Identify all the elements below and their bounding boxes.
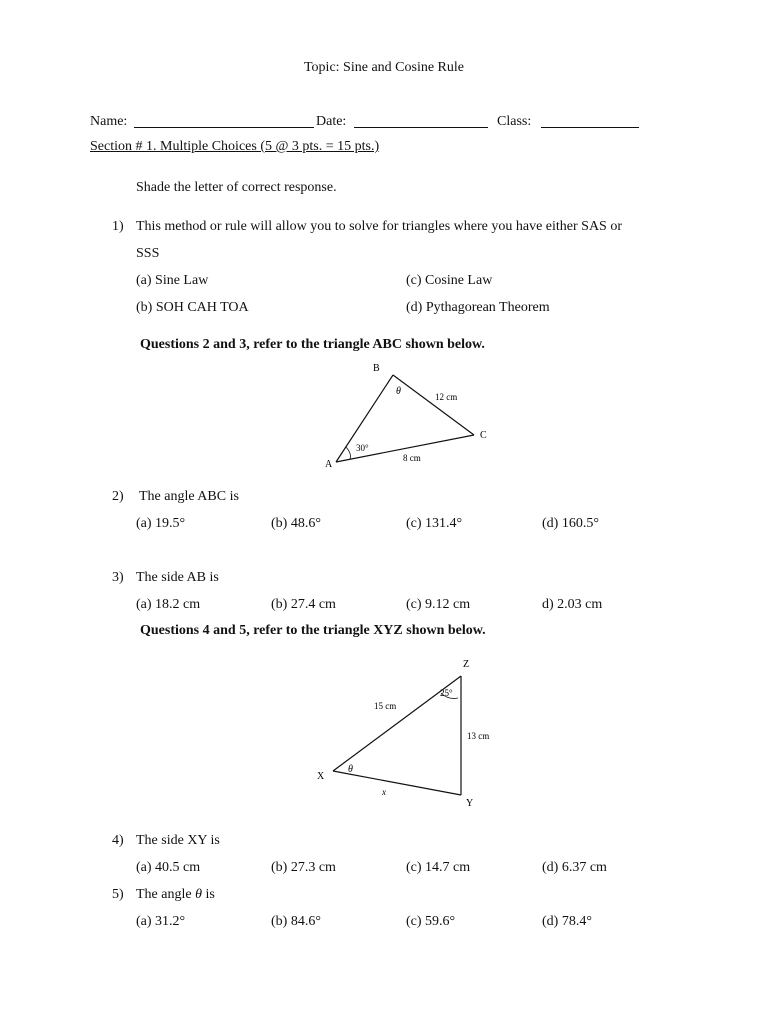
q5-number: 5) [112,887,124,902]
q3-option-c[interactable]: (c) 9.12 cm [406,597,471,612]
q3-number: 3) [112,570,124,585]
q5-option-d[interactable]: (d) 78.4° [542,914,592,929]
vertex-y: Y [466,798,474,809]
q5-option-c[interactable]: (c) 59.6° [406,914,456,929]
q5-text [136,887,215,903]
side-bc-label: 12 cm [435,392,458,402]
vertex-x: X [317,771,325,782]
q2-text: The angle ABC is [139,489,239,504]
q2-option-d[interactable]: (d) 160.5° [542,516,599,531]
section-heading: Section # 1. Multiple Choices (5 @ 3 pts. = 15 pts.) [90,139,380,154]
instruction: Shade the letter of correct response. [136,180,337,195]
q5-text-suffix: is [205,887,215,902]
class-label: Class: [497,114,532,129]
q1-number: 1) [112,219,124,234]
q1-option-a[interactable]: (a) Sine Law [136,273,209,288]
side-xz-label: 15 cm [374,701,397,711]
vertex-b: B [373,363,380,374]
page-title: Topic: Sine and Cosine Rule [303,60,464,75]
q1-text-line1: This method or rule will allow you to solve for triangles where you have either SAS or [136,219,623,234]
q5-option-b[interactable]: (b) 84.6° [271,914,321,929]
side-xy-label: x [382,787,386,797]
q1-text-line2: SSS [136,246,160,261]
q4-number: 4) [112,833,124,848]
triangle-xyz-reference: Questions 4 and 5, refer to the triangle XYZ shown below. [140,623,486,638]
name-label: Name: [90,114,128,129]
vertex-c: C [480,430,487,441]
side-ac-label: 8 cm [403,453,421,463]
q5-text-prefix: The angle [136,887,192,902]
theta-x: θ [348,764,353,775]
date-label: Date: [316,114,347,129]
q1-option-d[interactable]: (d) Pythagorean Theorem [406,300,550,315]
vertex-z: Z [463,659,470,670]
angle-a-label: 30° [356,443,369,453]
q4-option-c[interactable]: (c) 14.7 cm [406,860,471,875]
q2-option-c[interactable]: (c) 131.4° [406,516,463,531]
theta-b: θ [396,386,401,397]
q5-theta: θ [195,887,202,902]
q2-option-a[interactable]: (a) 19.5° [136,516,186,531]
q3-option-d[interactable]: d) 2.03 cm [542,597,603,612]
angle-z-label: 25° [440,688,453,698]
q1-option-b[interactable]: (b) SOH CAH TOA [136,300,249,315]
q4-option-b[interactable]: (b) 27.3 cm [271,860,336,875]
vertex-a: A [325,459,333,470]
q4-option-d[interactable]: (d) 6.37 cm [542,860,607,875]
q3-text: The side AB is [136,570,219,585]
q4-option-a[interactable]: (a) 40.5 cm [136,860,201,875]
q3-option-a[interactable]: (a) 18.2 cm [136,597,201,612]
side-zy-label: 13 cm [467,731,490,741]
q3-option-b[interactable]: (b) 27.4 cm [271,597,336,612]
q2-option-b[interactable]: (b) 48.6° [271,516,321,531]
q5-option-a[interactable]: (a) 31.2° [136,914,186,929]
q2-number: 2) [112,489,124,504]
angle-a-arc [346,447,351,459]
triangle-abc-reference: Questions 2 and 3, refer to the triangle ABC shown below. [140,337,485,352]
q4-text: The side XY is [136,833,220,848]
q1-option-c[interactable]: (c) Cosine Law [406,273,493,288]
side-bc [393,375,474,435]
